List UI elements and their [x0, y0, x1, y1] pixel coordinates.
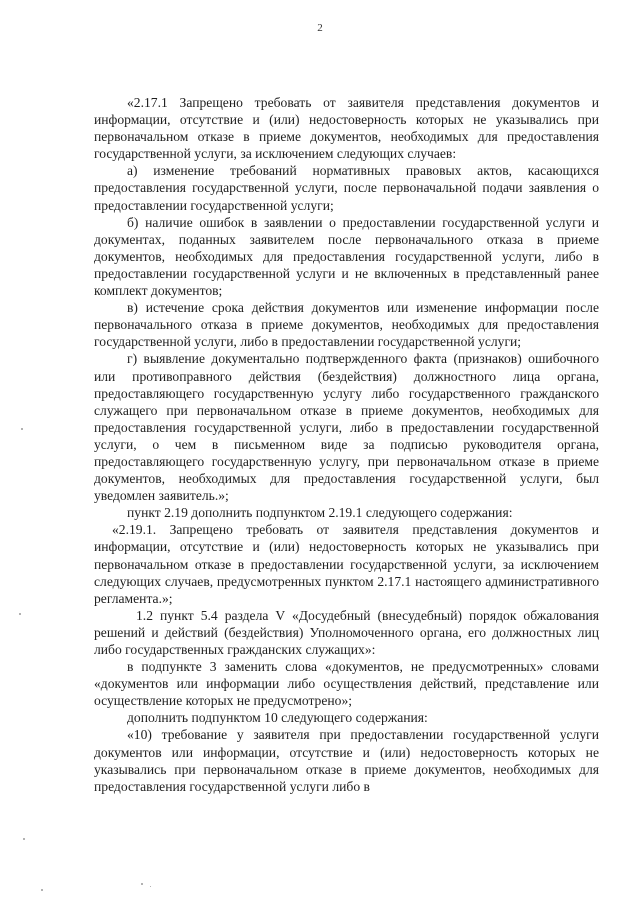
paragraph-item-v: в) истечение срока действия документов или изменение информации после первоначального отказа в приеме документов, необходимых для предоставления государственной услуги, либо в предоставлении государственной услуги; — [94, 300, 599, 350]
paragraph-subpoint-3: в подпункте 3 заменить слова «документов, не предусмотренных» словами «документов или информации либо осуществления действий, представление или осуществление которых не предусмотрено»; — [94, 659, 599, 709]
scan-artifact — [19, 613, 21, 615]
paragraph-2-19-1: «2.19.1. Запрещено требовать от заявителя представления документов и информации, отсутствие и (или) недостоверность которых не указывались при первоначальном отказе в предоставлении государственной услуги, за исключением следующих случаев, предусмотренных пунктом 2.17.1 настоящего административного регламента.»; — [94, 522, 599, 606]
paragraph-2-17-1: «2.17.1 Запрещено требовать от заявителя представления документов и информации, отсутствие и (или) недостоверность которых не указывались при первоначальном отказе в приеме документов, необходимых для предоставления государственной услуги, за исключением следующих случаев: — [94, 95, 599, 162]
page-number: 2 — [317, 22, 323, 34]
paragraph-item-a: а) изменение требований нормативных правовых актов, касающихся предоставления государственной услуги, после первоначальной подачи заявления о предоставлении государственной услуги; — [94, 163, 599, 213]
paragraph-item-g: г) выявление документально подтвержденного факта (признаков) ошибочного или противоправного действия (бездействия) должностного лица органа, предоставляющего государственную услугу либо государственного гражданского служащего при первоначальном отказе в приеме документов, необходимых для предоставления государственной услуги, либо в предоставлении государственной услуги, о чем в письменном виде за подписью руководителя органа, предоставляющего государственную услугу, при первоначальном отказе в приеме документов, необходимых для предоставления государственной услуги, был уведомлен заявитель.»; — [94, 351, 599, 504]
paragraph-item-10: «10) требование у заявителя при предоставлении государственной услуги документов или информации, отсутствие и (или) недостоверность которых не указывались при первоначальном отказе в приеме документов, необходимых для предоставления государственной услуги либо в — [94, 727, 599, 794]
document-body — [94, 94, 599, 795]
scan-artifact — [21, 428, 23, 430]
scan-artifact — [141, 883, 143, 885]
paragraph-add-10: дополнить подпунктом 10 следующего содержания: — [127, 710, 428, 726]
paragraph-2-19-amend: пункт 2.19 дополнить подпунктом 2.19.1 следующего содержания: — [127, 505, 513, 521]
scan-artifact — [23, 838, 25, 840]
paragraph-1-2: 1.2 пункт 5.4 раздела V «Досудебный (внесудебный) порядок обжалования решений и действий (бездействия) Уполномоченного органа, его должностных лиц либо государственных гражданских служащих»: — [94, 607, 599, 657]
paragraph-item-b: б) наличие ошибок в заявлении о предоставлении государственной услуги и документах, поданных заявителем после первоначального отказа в приеме документов, необходимых для предоставления государственной услуги, либо в предоставлении государственной услуги и не включенных в представленный ранее комплект документов; — [94, 214, 599, 299]
scan-artifact — [41, 889, 43, 891]
scan-artifact — [150, 886, 151, 887]
